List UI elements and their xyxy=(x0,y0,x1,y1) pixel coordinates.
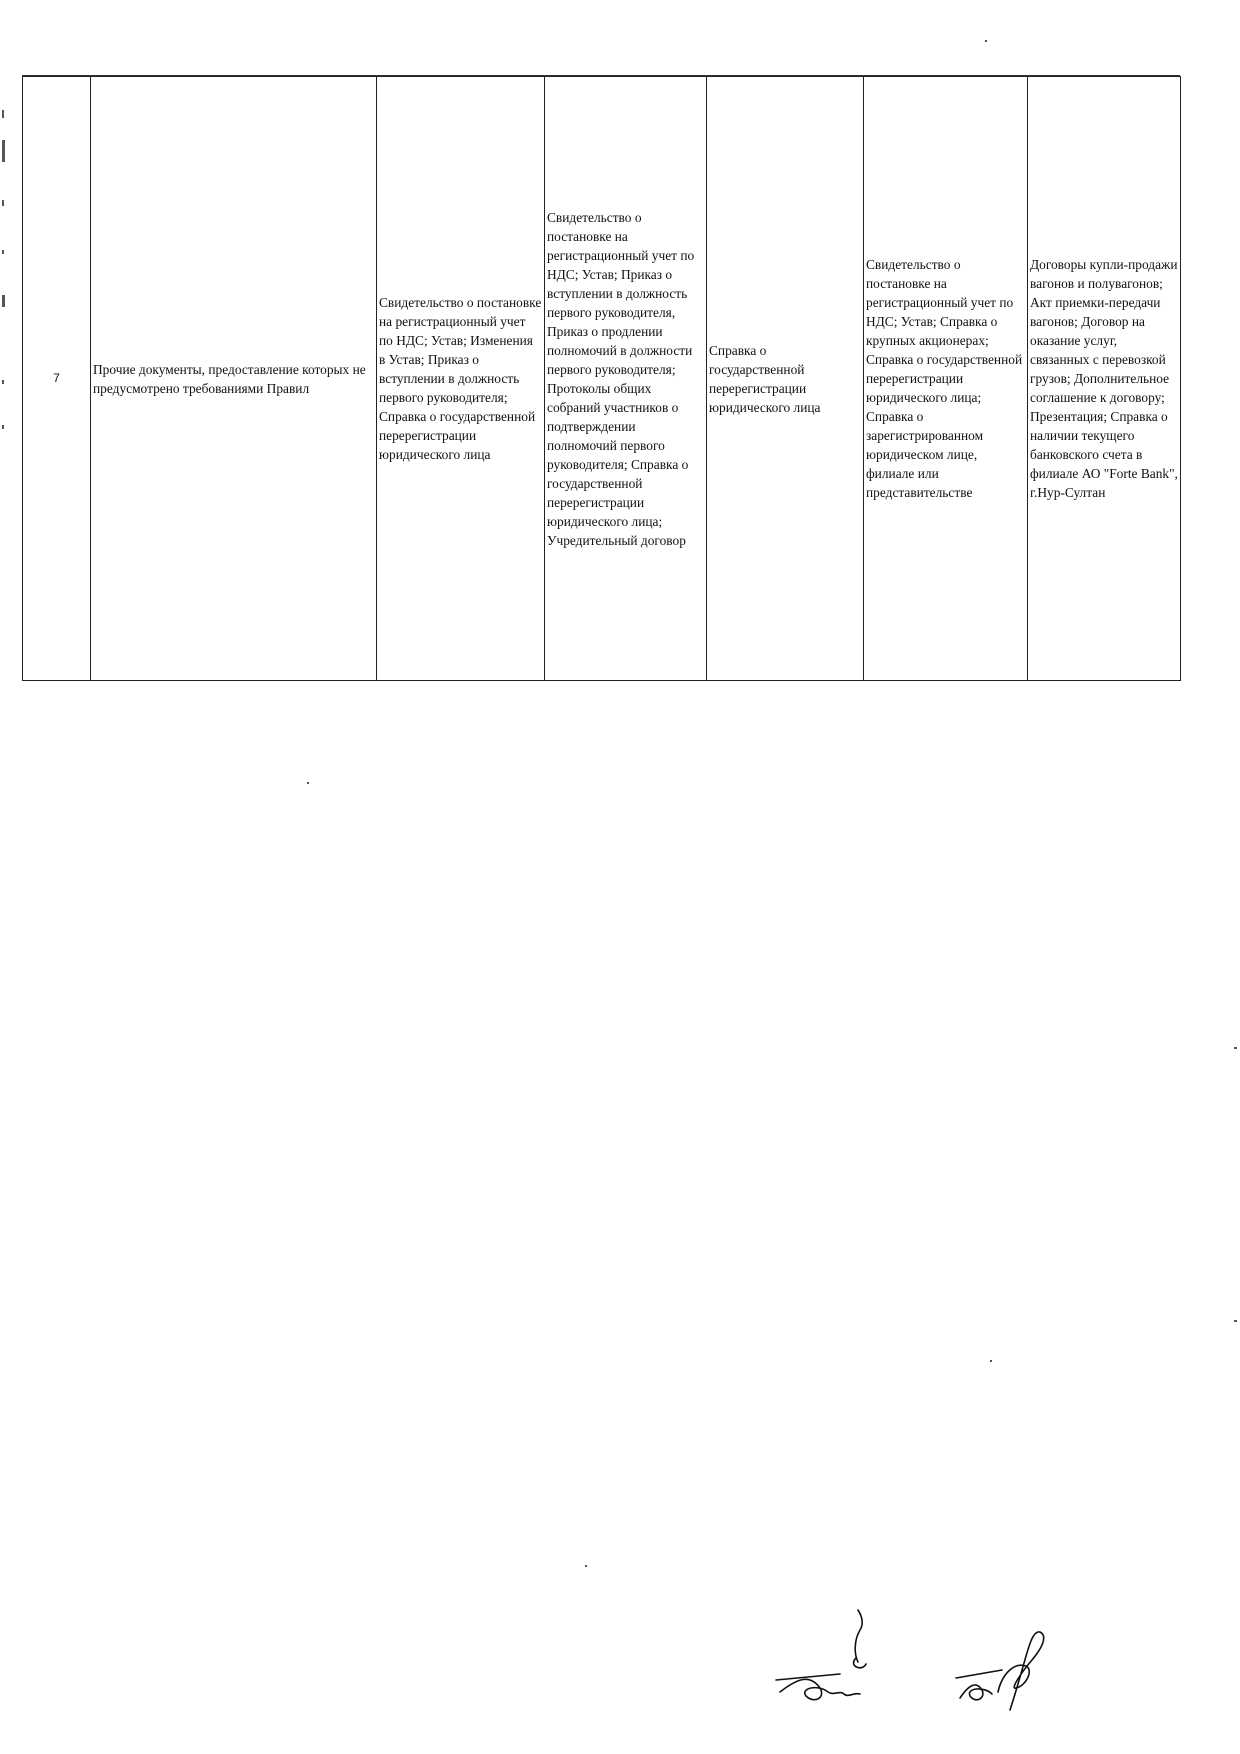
scan-speck xyxy=(2,295,5,307)
scan-speck xyxy=(990,1360,992,1362)
scan-speck xyxy=(2,250,4,254)
table-row xyxy=(23,77,1181,681)
scan-speck xyxy=(585,1565,587,1567)
scan-speck xyxy=(2,200,4,206)
participant-4-documents-cell: Свидетельство о постановке на регистрационный учет по НДС; Устав; Справка о крупных акционерах; Справка о государственной перерегистрации юридического лица; Справка о зарегистрированном юридическом лице, филиале или представительстве xyxy=(864,77,1028,681)
scan-speck xyxy=(1234,1047,1237,1049)
participant-1-documents-cell: Свидетельство о постановке на регистрационный учет по НДС; Устав; Изменения в Устав; Приказ о вступлении в должность первого руководителя; Справка о государственной перерегистрации юридического лица xyxy=(377,77,545,681)
scan-speck xyxy=(2,380,4,384)
scan-speck xyxy=(2,425,4,429)
handwritten-signatures xyxy=(770,1600,1100,1720)
participant-3-documents-cell: Справка о государственной перерегистрации юридического лица xyxy=(707,77,864,681)
scan-speck xyxy=(307,782,309,784)
row-number-cell: 7 xyxy=(23,77,91,681)
scan-speck xyxy=(2,110,4,118)
documents-table xyxy=(22,76,1181,681)
document-type-cell: Прочие документы, предоставление которых не предусмотрено требованиями Правил xyxy=(91,77,377,681)
scan-speck xyxy=(1234,1320,1237,1322)
scan-speck xyxy=(2,140,5,162)
participant-5-documents-cell: Договоры купли-продажи вагонов и полувагонов; Акт приемки-передачи вагонов; Договор на оказание услуг, связанных с перевозкой грузов; Дополнительное соглашение к договору; Презентация; Справка о наличии текущего банковского счета в филиале АО "Forte Bank", г.Нур-Султан xyxy=(1028,77,1181,681)
scan-speck xyxy=(985,40,987,42)
participant-2-documents-cell: Свидетельство о постановке на регистрационный учет по НДС; Устав; Приказ о вступлении в должность первого руководителя, Приказ о продлении полномочий в должности первого руководителя; Протоколы общих собраний участников о подтверждении полномочий первого руководителя; Справка о государственной перерегистрации юридического лица; Учредительный договор xyxy=(545,77,707,681)
